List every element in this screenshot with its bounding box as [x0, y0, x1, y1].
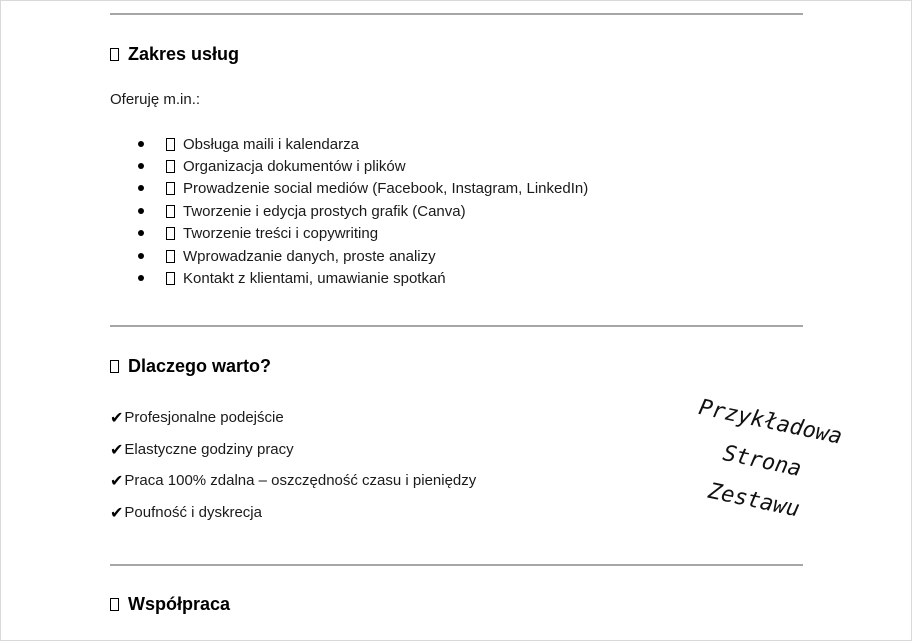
benefit-item [110, 440, 294, 459]
bullet-icon [138, 253, 144, 259]
list-item-text: Tworzenie i edycja prostych grafik (Canva) [183, 202, 466, 220]
bullet-icon [138, 141, 144, 147]
bullet-icon [138, 208, 144, 214]
section-heading-cooperation [110, 594, 230, 615]
bullet-icon [138, 275, 144, 281]
section-divider [110, 564, 803, 566]
benefit-item [110, 408, 284, 427]
checkmark-icon: ✔ [110, 440, 124, 459]
services-intro: Oferuję m.in.: [110, 91, 201, 108]
list-item-text: Wprowadzanie danych, proste analizy [183, 247, 436, 265]
section-heading-why-text: Dlaczego warto? [128, 356, 272, 376]
bullet-icon [138, 230, 144, 236]
list-item-text: Obsługa maili i kalendarza [183, 135, 359, 153]
section-heading-services [110, 44, 239, 65]
watermark-line: Strona [720, 441, 804, 482]
missing-glyph-icon [166, 227, 175, 240]
section-heading-services-text: Zakres usług [128, 44, 240, 64]
benefit-item-text: Elastyczne godziny pracy [124, 441, 294, 458]
checkmark-icon: ✔ [110, 503, 124, 522]
section-heading-cooperation-text: Współpraca [128, 594, 231, 614]
benefit-item-text: Profesjonalne podejście [124, 409, 284, 426]
section-heading-why [110, 356, 271, 377]
missing-glyph-icon [110, 598, 119, 611]
section-divider [110, 325, 803, 327]
bullet-icon [138, 163, 144, 169]
missing-glyph-icon [166, 205, 175, 218]
list-item-text: Kontakt z klientami, umawianie spotkań [183, 269, 446, 287]
missing-glyph-icon [166, 160, 175, 173]
benefit-item [110, 503, 262, 522]
missing-glyph-icon [166, 138, 175, 151]
watermark-line: Przykładowa [696, 395, 845, 450]
missing-glyph-icon [166, 182, 175, 195]
checkmark-icon: ✔ [110, 408, 124, 427]
section-divider [110, 13, 803, 15]
list-item-text: Prowadzenie social mediów (Facebook, Instagram, LinkedIn) [183, 179, 589, 197]
benefit-item-text: Praca 100% zdalna – oszczędność czasu i pieniędzy [124, 472, 477, 489]
list-item-text: Organizacja dokumentów i plików [183, 157, 406, 175]
missing-glyph-icon [110, 48, 119, 61]
missing-glyph-icon [166, 250, 175, 263]
checkmark-icon: ✔ [110, 471, 124, 490]
watermark-line: Zestawu [705, 478, 802, 523]
bullet-icon [138, 185, 144, 191]
missing-glyph-icon [166, 272, 175, 285]
benefit-item [110, 471, 476, 490]
missing-glyph-icon [110, 360, 119, 373]
document-page [110, 0, 803, 641]
benefit-item-text: Poufność i dyskrecja [124, 504, 262, 521]
list-item-text: Tworzenie treści i copywriting [183, 224, 379, 242]
